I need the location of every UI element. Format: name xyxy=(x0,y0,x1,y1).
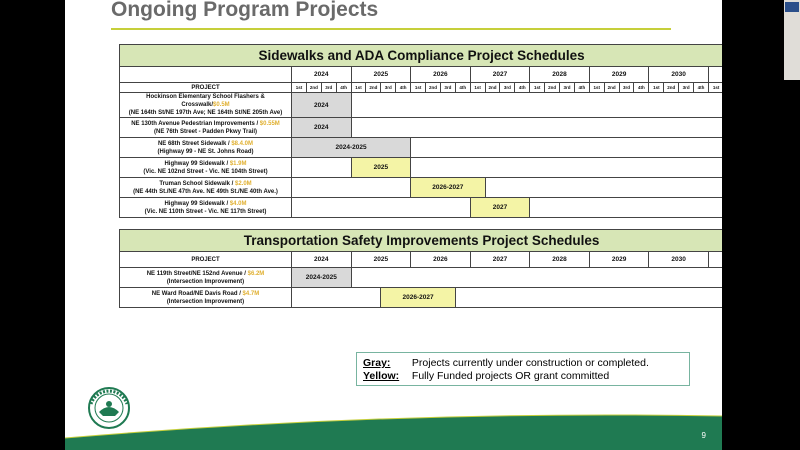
quarter-header: 2nd xyxy=(306,83,321,93)
project-extent: (Intersection Improvement) xyxy=(166,298,245,305)
project-name: NE Ward Road/NE Davis Road / xyxy=(151,290,243,297)
year-header: 2024 xyxy=(292,67,352,83)
clark-county-seal-icon xyxy=(81,380,137,436)
page-number: 9 xyxy=(701,431,706,440)
schedule-bar: 2025 xyxy=(351,158,411,178)
slide-title: Ongoing Program Projects xyxy=(111,0,379,21)
table-row xyxy=(120,158,723,178)
schedule-bar: 2026-2027 xyxy=(381,288,455,308)
quarter-header: 4th xyxy=(515,83,530,93)
schedule-bar: 2026-2027 xyxy=(411,178,485,198)
project-name-cell xyxy=(120,93,292,118)
project-extent: (NE 164th St/NE 197th Ave; NE 164th St/NE 205th Ave) xyxy=(128,110,283,116)
participant-thumbnail[interactable] xyxy=(784,0,800,80)
empty-timeline-cell xyxy=(411,158,722,178)
schedule-bar: 2024 xyxy=(292,118,352,138)
project-name: NE 68th Street Sidewalk / xyxy=(157,140,232,147)
project-name: Truman School Sidewalk / xyxy=(159,180,235,187)
quarter-header: 1st xyxy=(470,83,485,93)
schedule-bar: 2024-2025 xyxy=(292,138,411,158)
project-cost: $8.4.0M xyxy=(231,140,254,147)
year-header: 2025 xyxy=(351,252,411,268)
project-name: Hockinson Elementary School Flashers & Crosswalk/ xyxy=(146,94,265,108)
project-cost: $6.2M xyxy=(247,270,265,277)
empty-timeline-cell xyxy=(455,288,722,308)
quarter-header: 1st xyxy=(351,83,366,93)
year-header: 2030 xyxy=(649,67,709,83)
project-name: Highway 99 Sidewalk / xyxy=(164,200,230,207)
schedule-bar: 2024-2025 xyxy=(292,268,352,288)
project-name-cell xyxy=(120,118,292,138)
legend-yellow-key: Yellow: xyxy=(363,370,400,382)
quarter-header: 4th xyxy=(455,83,470,93)
table-row xyxy=(120,138,723,158)
quarter-header: 3rd xyxy=(321,83,336,93)
project-cost: $0.5M xyxy=(213,102,230,108)
table-row xyxy=(120,198,723,218)
legend-yellow-text: Fully Funded projects OR grant committed xyxy=(411,370,610,382)
safety-schedule-table xyxy=(119,229,722,308)
quarter-header: 1st xyxy=(292,83,307,93)
project-name-cell xyxy=(120,268,292,288)
table-row xyxy=(120,268,723,288)
legend-gray-text: Projects currently under construction or completed. xyxy=(411,357,649,369)
quarter-header: 2nd xyxy=(664,83,679,93)
project-column-header: PROJECT xyxy=(120,252,292,268)
schedule-bar: 2024 xyxy=(292,93,352,118)
year-header: 2027 xyxy=(470,67,530,83)
project-cost: $0.55M xyxy=(259,120,280,127)
project-extent: (NE 76th Street - Padden Pkwy Trail) xyxy=(153,128,258,135)
project-extent: (Vic. NE 110th Street - Vic. NE 117th Street) xyxy=(144,208,267,215)
color-legend xyxy=(356,352,690,386)
project-cost: $2.0M xyxy=(235,180,252,187)
schedule-bar: 2027 xyxy=(470,198,530,218)
empty-timeline-cell xyxy=(411,138,722,158)
table-row xyxy=(120,288,723,308)
year-header: 2026 xyxy=(411,252,471,268)
project-name-cell xyxy=(120,158,292,178)
year-header: 2024 xyxy=(292,252,352,268)
empty-timeline-cell xyxy=(485,178,722,198)
project-extent: (NE 44th St./NE 47th Ave. NE 49th St./NE 40th Ave.) xyxy=(133,188,278,195)
quarter-header: 4th xyxy=(694,83,709,93)
empty-timeline-cell xyxy=(292,178,411,198)
project-name-cell xyxy=(120,178,292,198)
project-cost: $1.9M xyxy=(229,160,247,167)
quarter-header: 3rd xyxy=(679,83,694,93)
quarter-header: 3rd xyxy=(500,83,515,93)
quarter-header: 2nd xyxy=(604,83,619,93)
project-name-cell xyxy=(120,138,292,158)
year-header: 2025 xyxy=(351,67,411,83)
year-header: 2028 xyxy=(530,67,590,83)
year-header: 2028 xyxy=(530,252,590,268)
year-header: 2029 xyxy=(589,252,649,268)
year-header-extra xyxy=(708,252,722,268)
project-extent: (Highway 99 - NE St. Johns Road) xyxy=(157,148,254,155)
project-name: NE 130th Avenue Pedestrian Improvements / xyxy=(131,120,260,127)
table-title: Transportation Safety Improvements Project Schedules xyxy=(120,230,723,252)
table-title: Sidewalks and ADA Compliance Project Schedules xyxy=(120,45,723,67)
empty-timeline-cell xyxy=(351,268,722,288)
project-name-cell xyxy=(120,288,292,308)
table-row xyxy=(120,118,723,138)
table-row xyxy=(120,178,723,198)
year-header: 2029 xyxy=(589,67,649,83)
footer-green-band xyxy=(65,414,722,450)
participant-label-icon xyxy=(785,2,799,12)
quarter-header: 2nd xyxy=(485,83,500,93)
quarter-header: 1st xyxy=(411,83,426,93)
quarter-header: 2nd xyxy=(366,83,381,93)
sidewalk-schedule-table xyxy=(119,44,722,218)
quarter-header: 4th xyxy=(574,83,589,93)
quarter-header: 1st xyxy=(589,83,604,93)
year-header: 2027 xyxy=(470,252,530,268)
legend-gray-key: Gray: xyxy=(363,357,391,369)
project-extent: (Intersection Improvement) xyxy=(166,278,245,285)
quarter-header: 4th xyxy=(336,83,351,93)
empty-timeline-cell xyxy=(292,198,471,218)
title-underline xyxy=(111,28,671,30)
quarter-header: 3rd xyxy=(440,83,455,93)
empty-timeline-cell xyxy=(530,198,722,218)
empty-timeline-cell xyxy=(292,288,381,308)
empty-timeline-cell xyxy=(292,158,352,178)
quarter-header: 3rd xyxy=(619,83,634,93)
quarter-header: 3rd xyxy=(560,83,575,93)
project-name: Highway 99 Sidewalk / xyxy=(164,160,230,167)
quarter-header: 1st xyxy=(708,83,722,93)
quarter-header: 3rd xyxy=(381,83,396,93)
project-name-cell xyxy=(120,198,292,218)
project-extent: (Vic. NE 102nd Street - Vic. NE 104th Street) xyxy=(143,168,268,175)
quarter-header: 4th xyxy=(396,83,411,93)
year-header-extra xyxy=(708,67,722,83)
presentation-slide xyxy=(65,0,722,450)
year-header: 2030 xyxy=(649,252,709,268)
year-header-blank xyxy=(120,67,292,83)
empty-timeline-cell xyxy=(351,118,722,138)
year-header: 2026 xyxy=(411,67,471,83)
table-row xyxy=(120,93,723,118)
project-cost: $4.0M xyxy=(229,200,247,207)
quarter-header: 1st xyxy=(649,83,664,93)
empty-timeline-cell xyxy=(351,93,722,118)
quarter-header: 1st xyxy=(530,83,545,93)
quarter-header: 2nd xyxy=(426,83,441,93)
project-name: NE 119th Street/NE 152nd Avenue / xyxy=(146,270,248,277)
quarter-header: 2nd xyxy=(545,83,560,93)
project-cost: $4.7M xyxy=(242,290,260,297)
quarter-header: 4th xyxy=(634,83,649,93)
project-column-header: PROJECT xyxy=(120,83,292,93)
